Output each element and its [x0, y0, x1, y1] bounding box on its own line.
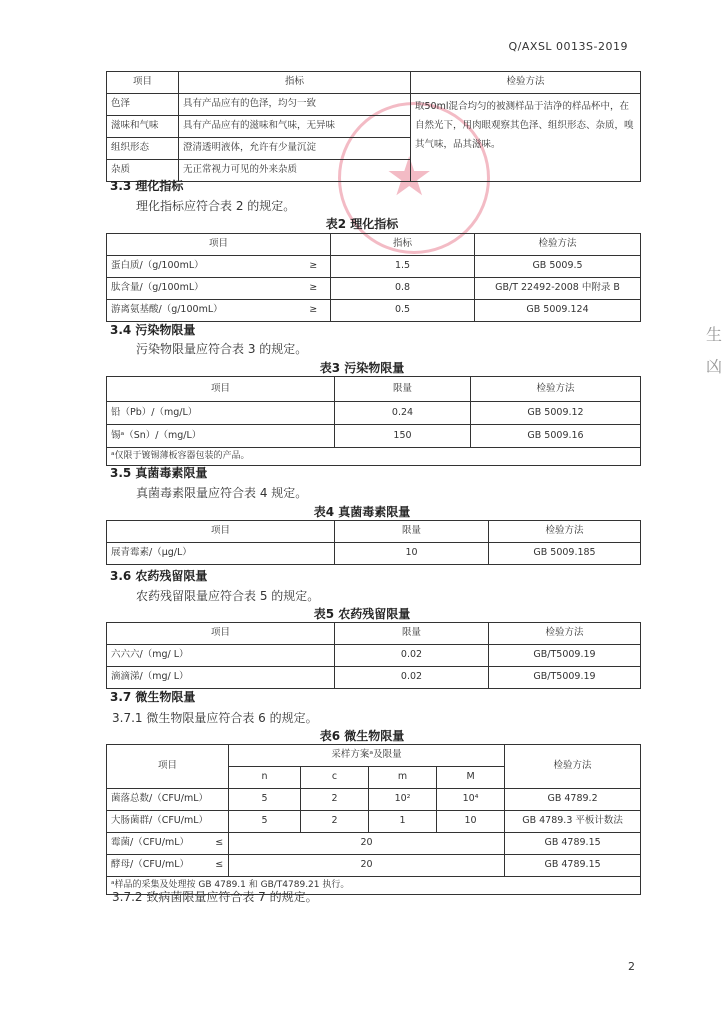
- item-cell: 滴滴涕/（mg/ L）: [107, 667, 335, 689]
- section-text: 真菌毒素限量应符合表 4 规定。: [136, 486, 308, 500]
- operator-cell: ≥: [297, 278, 331, 300]
- item-cell: 蛋白质/（g/100mL）: [107, 256, 297, 278]
- section-text: 农药残留限量应符合表 5 的规定。: [136, 589, 320, 603]
- value-cell: 0.24: [335, 402, 471, 425]
- table-row: [107, 543, 641, 565]
- header-cell: 项目: [107, 623, 335, 645]
- item-cell: 大肠菌群/（CFU/mL）: [107, 811, 229, 833]
- physicochemical-table: [106, 233, 641, 322]
- table-caption: 表5 农药残留限量: [313, 607, 411, 621]
- margin-bleed-mark: 凶: [706, 357, 723, 376]
- item-cell: 铅（Pb）/（mg/L）: [107, 402, 335, 425]
- method-cell: GB/T5009.19: [489, 645, 641, 667]
- section-text: 污染物限量应符合表 3 的规定。: [136, 342, 308, 356]
- table-row: [107, 855, 641, 877]
- section-heading: 3.6 农药残留限量: [110, 569, 208, 583]
- microbial-limits-table: [106, 744, 641, 895]
- value-cell: 10⁴: [437, 789, 505, 811]
- value-cell: 0.02: [335, 645, 489, 667]
- sensory-requirements-table: [106, 71, 641, 182]
- table-header-row: [107, 623, 641, 645]
- table-row: [107, 425, 641, 448]
- header-cell: 采样方案ᵃ及限量: [229, 745, 505, 767]
- table-header-row: [107, 72, 641, 94]
- table-row: [107, 300, 641, 322]
- header-cell: 项目: [107, 521, 335, 543]
- table-row: [107, 789, 641, 811]
- header-cell: 检验方法: [411, 72, 641, 94]
- method-cell: GB 4789.2: [505, 789, 641, 811]
- item-cell: 游离氨基酸/（g/100mL）: [107, 300, 297, 322]
- item-cell: 色泽: [107, 94, 179, 116]
- header-cell: 限量: [335, 521, 489, 543]
- section-text: 3.7.1 微生物限量应符合表 6 的规定。: [112, 711, 318, 725]
- operator-cell: ≥: [297, 256, 331, 278]
- value-cell: 0.02: [335, 667, 489, 689]
- table-caption: 表4 真菌毒素限量: [313, 505, 411, 519]
- table-row: [107, 833, 641, 855]
- value-cell: 2: [301, 789, 369, 811]
- section-text: 理化指标应符合表 2 的规定。: [136, 199, 296, 213]
- table-caption: 表2 理化指标: [325, 217, 399, 231]
- header-cell: 限量: [335, 623, 489, 645]
- method-cell: GB 5009.16: [471, 425, 641, 448]
- method-cell: GB 4789.15: [505, 833, 641, 855]
- table-header-row: [107, 377, 641, 402]
- document-number: Q/AXSL 0013S-2019: [508, 40, 628, 53]
- indicator-cell: 澄清透明液体，允许有少量沉淀: [179, 138, 411, 160]
- section-heading: 3.4 污染物限量: [110, 323, 196, 337]
- method-cell: GB 4789.3 平板计数法: [505, 811, 641, 833]
- subheader-cell: M: [437, 767, 505, 789]
- item-cell: 杂质: [107, 160, 179, 182]
- table-row: [107, 256, 641, 278]
- table-caption: 表3 污染物限量: [319, 361, 405, 375]
- operator-cell: ≤: [211, 855, 229, 877]
- value-cell: 1: [369, 811, 437, 833]
- operator-cell: ≥: [297, 300, 331, 322]
- item-cell: 肽含量/（g/100mL）: [107, 278, 297, 300]
- method-cell: GB 5009.12: [471, 402, 641, 425]
- section-text: 3.7.2 致病菌限量应符合表 7 的规定。: [112, 890, 318, 904]
- value-cell: 2: [301, 811, 369, 833]
- seal-star-icon: ★: [385, 145, 434, 208]
- page-number: 2: [628, 960, 635, 973]
- section-heading: 3.7 微生物限量: [110, 690, 196, 704]
- method-cell: GB/T5009.19: [489, 667, 641, 689]
- table-header-row: [107, 521, 641, 543]
- header-cell: 指标: [331, 234, 475, 256]
- table-footnote-row: [107, 448, 641, 466]
- table-caption: 表6 微生物限量: [319, 729, 405, 743]
- value-cell: 150: [335, 425, 471, 448]
- header-cell: 检验方法: [505, 745, 641, 789]
- header-cell: 检验方法: [471, 377, 641, 402]
- method-cell: GB 4789.15: [505, 855, 641, 877]
- table-row: [107, 811, 641, 833]
- operator-cell: ≤: [211, 833, 229, 855]
- section-heading: 3.3 理化指标: [110, 179, 184, 193]
- item-cell: 菌落总数/（CFU/mL）: [107, 789, 229, 811]
- header-cell: 检验方法: [489, 623, 641, 645]
- mycotoxin-limits-table: [106, 520, 641, 565]
- header-cell: 项目: [107, 745, 229, 789]
- value-cell: 0.8: [331, 278, 475, 300]
- subheader-cell: m: [369, 767, 437, 789]
- header-cell: 项目: [107, 377, 335, 402]
- table-row: [107, 645, 641, 667]
- method-cell: 取50ml混合均匀的被测样品于洁净的样品杯中，在自然光下，用肉眼观察其色泽、组织形态、杂质，嗅其气味，品其滋味。: [411, 94, 641, 182]
- value-cell: 10: [437, 811, 505, 833]
- value-cell: 5: [229, 811, 301, 833]
- footnote-cell: ᵃ仅限于镀锡薄板容器包装的产品。: [107, 448, 641, 466]
- item-cell: 展青霉素/（μg/L）: [107, 543, 335, 565]
- method-cell: GB 5009.185: [489, 543, 641, 565]
- subheader-cell: c: [301, 767, 369, 789]
- header-cell: 项目: [107, 72, 179, 94]
- contaminant-limits-table: [106, 376, 641, 466]
- header-cell: 限量: [335, 377, 471, 402]
- table-header-row: [107, 745, 641, 767]
- header-cell: 检验方法: [475, 234, 641, 256]
- table-row: [107, 402, 641, 425]
- section-heading: 3.5 真菌毒素限量: [110, 466, 208, 480]
- item-cell: 锡ᵃ（Sn）/（mg/L）: [107, 425, 335, 448]
- header-cell: 项目: [107, 234, 331, 256]
- value-cell: 20: [229, 855, 505, 877]
- indicator-cell: 具有产品应有的色泽，均匀一致: [179, 94, 411, 116]
- value-cell: 1.5: [331, 256, 475, 278]
- value-cell: 5: [229, 789, 301, 811]
- table-row: [107, 278, 641, 300]
- header-cell: 指标: [179, 72, 411, 94]
- pesticide-residue-table: [106, 622, 641, 689]
- item-cell: 六六六/（mg/ L）: [107, 645, 335, 667]
- header-cell: 检验方法: [489, 521, 641, 543]
- subheader-cell: n: [229, 767, 301, 789]
- item-cell: 组织形态: [107, 138, 179, 160]
- table-row: [107, 94, 641, 116]
- margin-bleed-mark: 生: [706, 325, 723, 344]
- value-cell: 20: [229, 833, 505, 855]
- value-cell: 10: [335, 543, 489, 565]
- value-cell: 10²: [369, 789, 437, 811]
- item-cell: 霉菌/（CFU/mL）: [107, 833, 211, 855]
- item-cell: 酵母/（CFU/mL）: [107, 855, 211, 877]
- table-header-row: [107, 234, 641, 256]
- value-cell: 0.5: [331, 300, 475, 322]
- indicator-cell: 无正常视力可见的外来杂质: [179, 160, 411, 182]
- footnote-cell: ᵃ样品的采集及处理按 GB 4789.1 和 GB/T4789.21 执行。: [107, 877, 641, 895]
- item-cell: 滋味和气味: [107, 116, 179, 138]
- method-cell: GB/T 22492-2008 中附录 B: [475, 278, 641, 300]
- table-row: [107, 667, 641, 689]
- method-cell: GB 5009.124: [475, 300, 641, 322]
- method-cell: GB 5009.5: [475, 256, 641, 278]
- indicator-cell: 具有产品应有的滋味和气味，无异味: [179, 116, 411, 138]
